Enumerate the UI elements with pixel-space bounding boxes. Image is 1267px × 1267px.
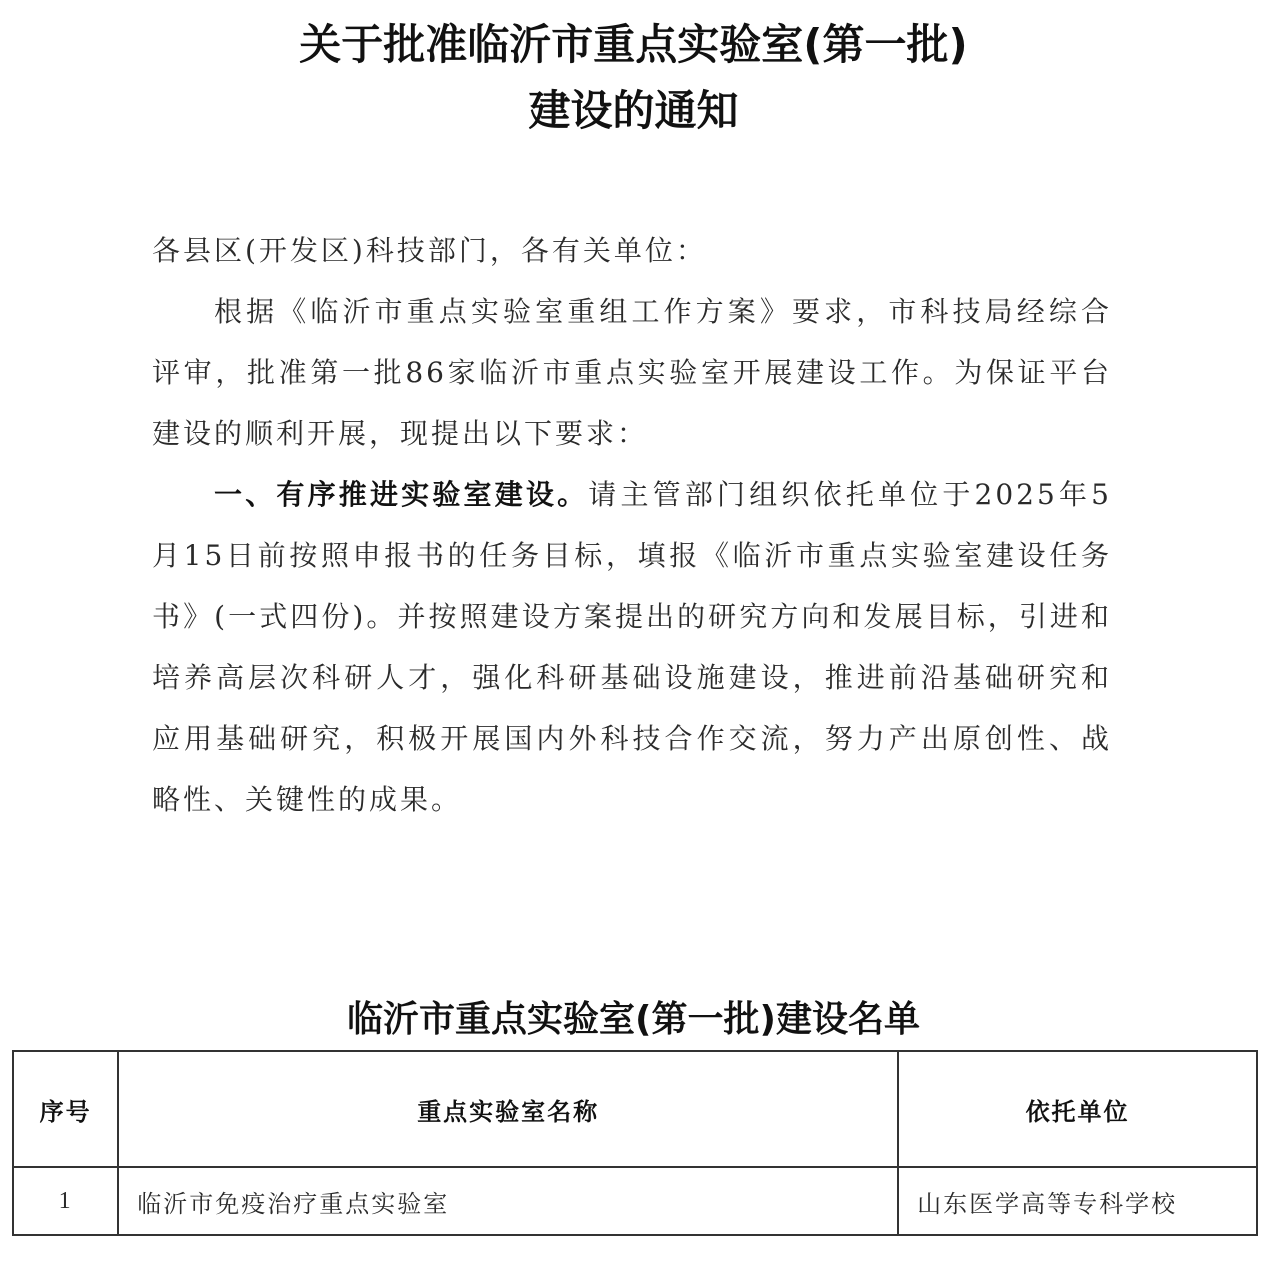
salutation: 各县区(开发区)科技部门，各有关单位： (152, 234, 707, 267)
list-title: 临沂市重点实验室(第一批)建设名单 (347, 999, 920, 1040)
requirement-1-paragraph (152, 464, 1112, 830)
document-title-line-1: 关于批准临沂市重点实验室(第一批) (299, 20, 968, 69)
header-serial-number: 序号 (13, 1051, 118, 1167)
table-header-row (13, 1051, 1257, 1167)
requirement-1-heading: 一、有序推进实验室建设。 (214, 478, 589, 511)
row-serial-number: 1 (13, 1167, 118, 1235)
row-lab-name: 临沂市免疫治疗重点实验室 (118, 1167, 898, 1235)
document-title-line-2: 建设的通知 (528, 86, 739, 135)
lab-list-table (12, 1050, 1258, 1236)
table-row (13, 1167, 1257, 1235)
requirement-1-text: 请主管部门组织依托单位于2025年5月15日前按照申报书的任务目标，填报《临沂市重点实验室建设任务书》(一式四份)。并按照建设方案提出的研究方向和发展目标，引进和培养高层次科研人才，强化科研基础设施建设，推进前沿基础研究和应用基础研究，积极开展国内外科技合作交流，努力产出原创性、战略性、关键性的成果。 (152, 478, 1112, 816)
intro-paragraph: 根据《临沂市重点实验室重组工作方案》要求，市科技局经综合评审，批准第一批86家临沂市重点实验室开展建设工作。为保证平台建设的顺利开展，现提出以下要求： (152, 295, 1112, 450)
row-host-unit: 山东医学高等专科学校 (898, 1167, 1257, 1235)
header-host-unit: 依托单位 (898, 1051, 1257, 1167)
notice-body (152, 220, 1112, 830)
header-lab-name: 重点实验室名称 (118, 1051, 898, 1167)
